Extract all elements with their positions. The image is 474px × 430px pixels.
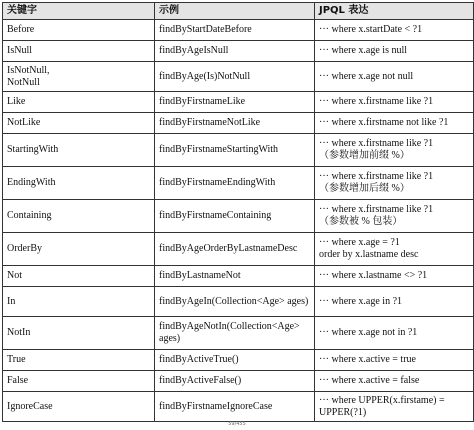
header-jpql: JPQL 表达 — [315, 3, 474, 20]
jpql-cell-line: ··· where x.startDate < ?1 — [319, 24, 423, 35]
example-cell-line: findByStartDateBefore — [159, 24, 252, 35]
jpql-cell-line: （参数增加后缀 %） — [319, 183, 410, 194]
keyword-cell-line: EndingWith — [7, 177, 56, 188]
example-cell — [155, 317, 315, 350]
example-cell — [155, 62, 315, 92]
keyword-cell-line: NotNull — [7, 76, 40, 88]
example-cell — [155, 134, 315, 167]
example-cell — [155, 20, 315, 41]
jpql-cell-line: ··· where x.lastname <> ?1 — [319, 270, 428, 281]
jpql-cell — [315, 113, 474, 134]
keyword-cell-line: Containing — [7, 210, 52, 221]
table-row — [3, 317, 474, 350]
example-cell — [155, 287, 315, 317]
table-row — [3, 200, 474, 233]
jpql-cell — [315, 41, 474, 62]
example-cell — [155, 233, 315, 266]
jpql-cell-line: ··· where x.active = false — [319, 375, 420, 386]
keyword-cell — [3, 266, 155, 287]
table-row — [3, 371, 474, 392]
keyword-cell — [3, 41, 155, 62]
jpql-cell-line: ··· where x.firstname like ?1 — [319, 96, 434, 107]
keyword-cell-line: OrderBy — [7, 243, 42, 254]
jpql-cell-line: （参数增加前缀 %） — [319, 150, 410, 161]
header-example: 示例 — [155, 3, 315, 20]
jpql-cell-line: ··· where x.age is null — [319, 45, 408, 56]
jpql-cell-line: UPPER(?1) — [319, 406, 367, 418]
table-row — [3, 287, 474, 317]
keyword-cell-line: Not — [7, 270, 22, 281]
table-row — [3, 266, 474, 287]
keyword-cell-line: IgnoreCase — [7, 400, 53, 412]
jpql-cell — [315, 266, 474, 287]
jpql-cell — [315, 20, 474, 41]
example-cell-line: findByAgeOrderByLastnameDesc — [159, 243, 298, 254]
jpql-cell-line: ··· where x.age not in ?1 — [319, 327, 418, 338]
example-cell-line: findByAge(Is)NotNull — [159, 70, 251, 82]
keyword-cell — [3, 62, 155, 92]
jpql-cell — [315, 92, 474, 113]
keyword-cell — [3, 233, 155, 266]
jpql-cell — [315, 317, 474, 350]
example-cell-line: findByLastnameNot — [159, 270, 241, 281]
keyword-cell-line: In — [7, 295, 16, 307]
keyword-cell — [3, 392, 155, 422]
jpql-cell — [315, 350, 474, 371]
jpql-cell — [315, 167, 474, 200]
keyword-cell-line: False — [7, 375, 29, 386]
example-cell-line: findByFirstnameContaining — [159, 210, 272, 221]
keyword-cell-line: IsNotNull, — [7, 64, 50, 76]
keyword-cell — [3, 134, 155, 167]
keyword-cell-line: StartingWith — [7, 144, 59, 155]
table-row — [3, 20, 474, 41]
example-cell-line: findByFirstnameLike — [159, 96, 246, 107]
jpql-cell-line: ··· where x.age = ?1 — [319, 237, 400, 248]
example-cell — [155, 41, 315, 62]
keyword-cell-line: Before — [7, 24, 35, 35]
jpql-cell — [315, 200, 474, 233]
keyword-cell — [3, 20, 155, 41]
keyword-cell — [3, 200, 155, 233]
jpql-cell — [315, 233, 474, 266]
keyword-cell-line: IsNull — [7, 45, 32, 56]
table-row — [3, 92, 474, 113]
table-row — [3, 392, 474, 422]
example-cell-line: findByActiveFalse() — [159, 375, 242, 386]
keyword-cell-line: True — [7, 354, 26, 365]
example-cell-line: findByFirstnameNotLike — [159, 117, 261, 128]
table-row — [3, 134, 474, 167]
table-row — [3, 167, 474, 200]
keyword-table — [2, 2, 474, 422]
jpql-cell-line: ··· where x.firstname not like ?1 — [319, 117, 449, 128]
example-cell — [155, 266, 315, 287]
example-cell — [155, 371, 315, 392]
example-cell-line: findByFirstnameIgnoreCase — [159, 400, 273, 412]
example-cell-line: findByActiveTrue() — [159, 354, 239, 365]
jpql-cell — [315, 392, 474, 422]
example-cell-line: findByAgeNotIn(Collection<Age> — [159, 321, 300, 332]
jpql-cell-line: ··· where UPPER(x.firstame) = — [319, 394, 445, 406]
table-row — [3, 62, 474, 92]
jpql-cell-line: ··· where x.firstname like ?1 — [319, 204, 434, 215]
jpql-cell-line: ··· where x.age not null — [319, 70, 414, 82]
table-row — [3, 41, 474, 62]
example-cell — [155, 200, 315, 233]
jpql-cell-line: ··· where x.age in ?1 — [319, 295, 403, 307]
header-row — [3, 3, 474, 20]
keyword-cell-line: NotLike — [7, 117, 41, 128]
jpql-cell-line: order by x.lastname desc — [319, 249, 419, 260]
jpql-cell-line: ··· where x.firstname like ?1 — [319, 138, 434, 149]
keyword-cell — [3, 113, 155, 134]
example-cell — [155, 167, 315, 200]
example-cell-line: findByFirstnameEndingWith — [159, 177, 276, 188]
example-cell-line: ages) — [159, 333, 181, 344]
example-cell — [155, 92, 315, 113]
table-body — [3, 20, 474, 422]
table-header — [3, 3, 474, 20]
example-cell-line: findByFirstnameStartingWith — [159, 144, 279, 155]
keyword-cell-line: Like — [7, 96, 26, 107]
header-keyword: 关键字 — [3, 3, 155, 20]
keyword-cell — [3, 317, 155, 350]
jpql-cell-line: ··· where x.firstname like ?1 — [319, 171, 434, 182]
example-cell — [155, 113, 315, 134]
jpql-cell — [315, 287, 474, 317]
keyword-cell — [3, 371, 155, 392]
table-row — [3, 233, 474, 266]
keyword-cell — [3, 167, 155, 200]
example-cell-line: findByAgeIsNull — [159, 45, 229, 56]
page-number: 59/455 — [228, 421, 246, 427]
example-cell-line: findByAgeIn(Collection<Age> ages) — [159, 295, 309, 307]
example-cell — [155, 392, 315, 422]
jpql-cell-line: （参数被 % 包装） — [319, 216, 403, 227]
jpql-cell — [315, 371, 474, 392]
keyword-cell — [3, 287, 155, 317]
table-row — [3, 113, 474, 134]
keyword-cell-line: NotIn — [7, 327, 31, 338]
table-row — [3, 350, 474, 371]
jpql-cell — [315, 134, 474, 167]
jpql-cell-line: ··· where x.active = true — [319, 354, 416, 365]
jpql-cell — [315, 62, 474, 92]
example-cell — [155, 350, 315, 371]
keyword-cell — [3, 92, 155, 113]
keyword-cell — [3, 350, 155, 371]
